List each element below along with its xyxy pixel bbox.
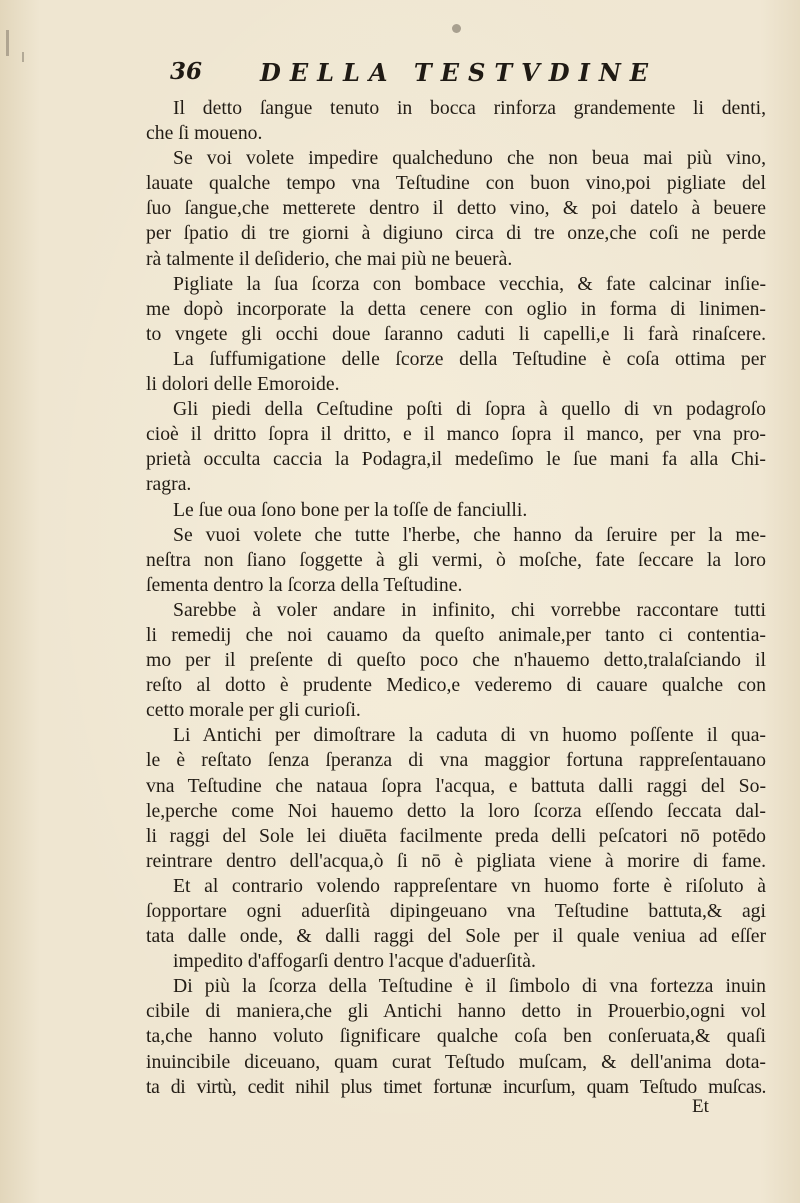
- text-line: lauate qualche tempo vna Teſtudine con buon vino,poi pigliate del: [146, 172, 766, 195]
- text-line: le è reſtato ſenza ſperanza di vna maggior fortuna rappreſentauano: [146, 749, 766, 772]
- text-line: neſtra non ſiano ſoggette à gli vermi, ò moſche, fate ſeccare la loro: [146, 548, 766, 571]
- text-line: ragra.: [146, 473, 192, 496]
- text-line: to vngete gli occhi doue ſaranno caduti li capelli,e li farà rinaſcere.: [146, 322, 766, 345]
- text-line: Et al contrario volendo rappreſentare vn huomo forte è riſoluto à: [173, 874, 766, 897]
- text-line: inuincibile diceuano, quam curat Teſtudo muſcam, & dell'anima dota-: [146, 1050, 766, 1073]
- text-line: ta,che hanno voluto ſignificare qualche coſa ben conſeruata,& quaſi: [146, 1025, 766, 1048]
- text-line: Pigliate la ſua ſcorza con bombace vecchia, & fate calcinar inſie-: [173, 272, 766, 295]
- text-line: ſementa dentro la ſcorza della Teſtudine.: [146, 573, 463, 596]
- text-line: per ſpatio di tre giorni à digiuno circa di tre onze,che coſi ne perde: [146, 222, 766, 245]
- body-text: [146, 96, 766, 1100]
- text-line: cetto morale per gli curioſi.: [146, 699, 361, 722]
- text-line: mo per il preſente di queſto poco che n'hauemo detto,tralaſciando il: [146, 649, 766, 672]
- text-line: Il detto ſangue tenuto in bocca rinforza grandemente li denti,: [173, 97, 766, 119]
- text-line: cibile di maniera,che gli Antichi hanno detto in Prouerbio,ogni vol: [146, 1000, 766, 1023]
- left-edge-mark: [6, 30, 9, 56]
- text-line: ſopportare ogni aduerſità dipingeuano vna Teſtudine battuta,& agi: [146, 900, 766, 922]
- left-edge-mark: [22, 52, 24, 62]
- text-line: Se vuoi volete che tutte l'herbe, che hanno da ſeruire per la me-: [173, 523, 766, 546]
- text-line: li remedij che noi cauamo da queſto animale,per tanto ci contentia-: [146, 623, 766, 646]
- page-header: [150, 58, 670, 92]
- text-line: La ſuffumigatione delle ſcorze della Teſtudine è coſa ottima per: [173, 347, 766, 370]
- text-line: li raggi del Sole lei diuēta facilmente preda delli peſcatori nō potēdo: [146, 824, 766, 847]
- text-line: le,perche come Noi hauemo detto la loro ſcorza eſſendo ſeccata dal-: [146, 799, 766, 822]
- text-line: Li Antichi per dimoſtrare la caduta di vn huomo poſſente il qua-: [173, 724, 766, 747]
- text-line: me dopò incorporate la detta cenere con oglio in forma di linimen-: [146, 297, 766, 320]
- catchword: Et: [692, 1096, 709, 1117]
- text-line: prietà occulta caccia la Podagra,il medeſimo le ſue mani fa alla Chi-: [146, 448, 766, 471]
- running-title: DELLA TESTVDINE: [260, 58, 658, 87]
- text-line: Se voi volete impedire qualcheduno che non beua mai più vino,: [173, 147, 766, 170]
- text-line: reintrare dentro dell'acqua,ò ſi nō è pigliata viene à morire di fame.: [146, 849, 766, 872]
- text-line: impedito d'affogarſi dentro l'acque d'aduerſità.: [173, 950, 536, 973]
- text-line: ta di virtù, cedit nihil plus timet fortunæ incurſum, quam Teſtudo muſcas.: [146, 1075, 766, 1098]
- text-line: Sarebbe à voler andare in infinito, chi vorrebbe raccontare tutti: [173, 598, 766, 621]
- text-line: vna Teſtudine che nataua ſopra l'acqua, e battuta dalli raggi del So-: [146, 774, 766, 797]
- text-line: reſto al dotto è prudente Medico,e vederemo di cauare qualche con: [146, 674, 766, 697]
- text-line: cioè il dritto ſopra il dritto, e il manco ſopra il manco, per vna pro-: [146, 423, 766, 446]
- text-line: Gli piedi della Ceſtudine poſti di ſopra à quello di vn podagroſo: [173, 398, 766, 421]
- text-line: Di più la ſcorza della Teſtudine è il ſimbolo di vna fortezza inuin: [173, 975, 766, 998]
- text-line: tata dalle onde, & dalli raggi del Sole per il quale veniua ad eſſer: [146, 925, 766, 948]
- text-line: ſuo ſangue,che metterete dentro il detto vino, & poi datelo à beuere: [146, 197, 766, 220]
- top-ornament-dot: [452, 24, 461, 33]
- text-line: Le ſue oua ſono bone per la toſſe de fanciulli.: [173, 498, 528, 521]
- text-line: che ſi moueno.: [146, 122, 263, 145]
- text-line: li dolori delle Emoroide.: [146, 373, 340, 396]
- page-number: 36: [170, 58, 203, 85]
- text-line: rà talmente il deſiderio, che mai più ne beuerà.: [146, 247, 513, 270]
